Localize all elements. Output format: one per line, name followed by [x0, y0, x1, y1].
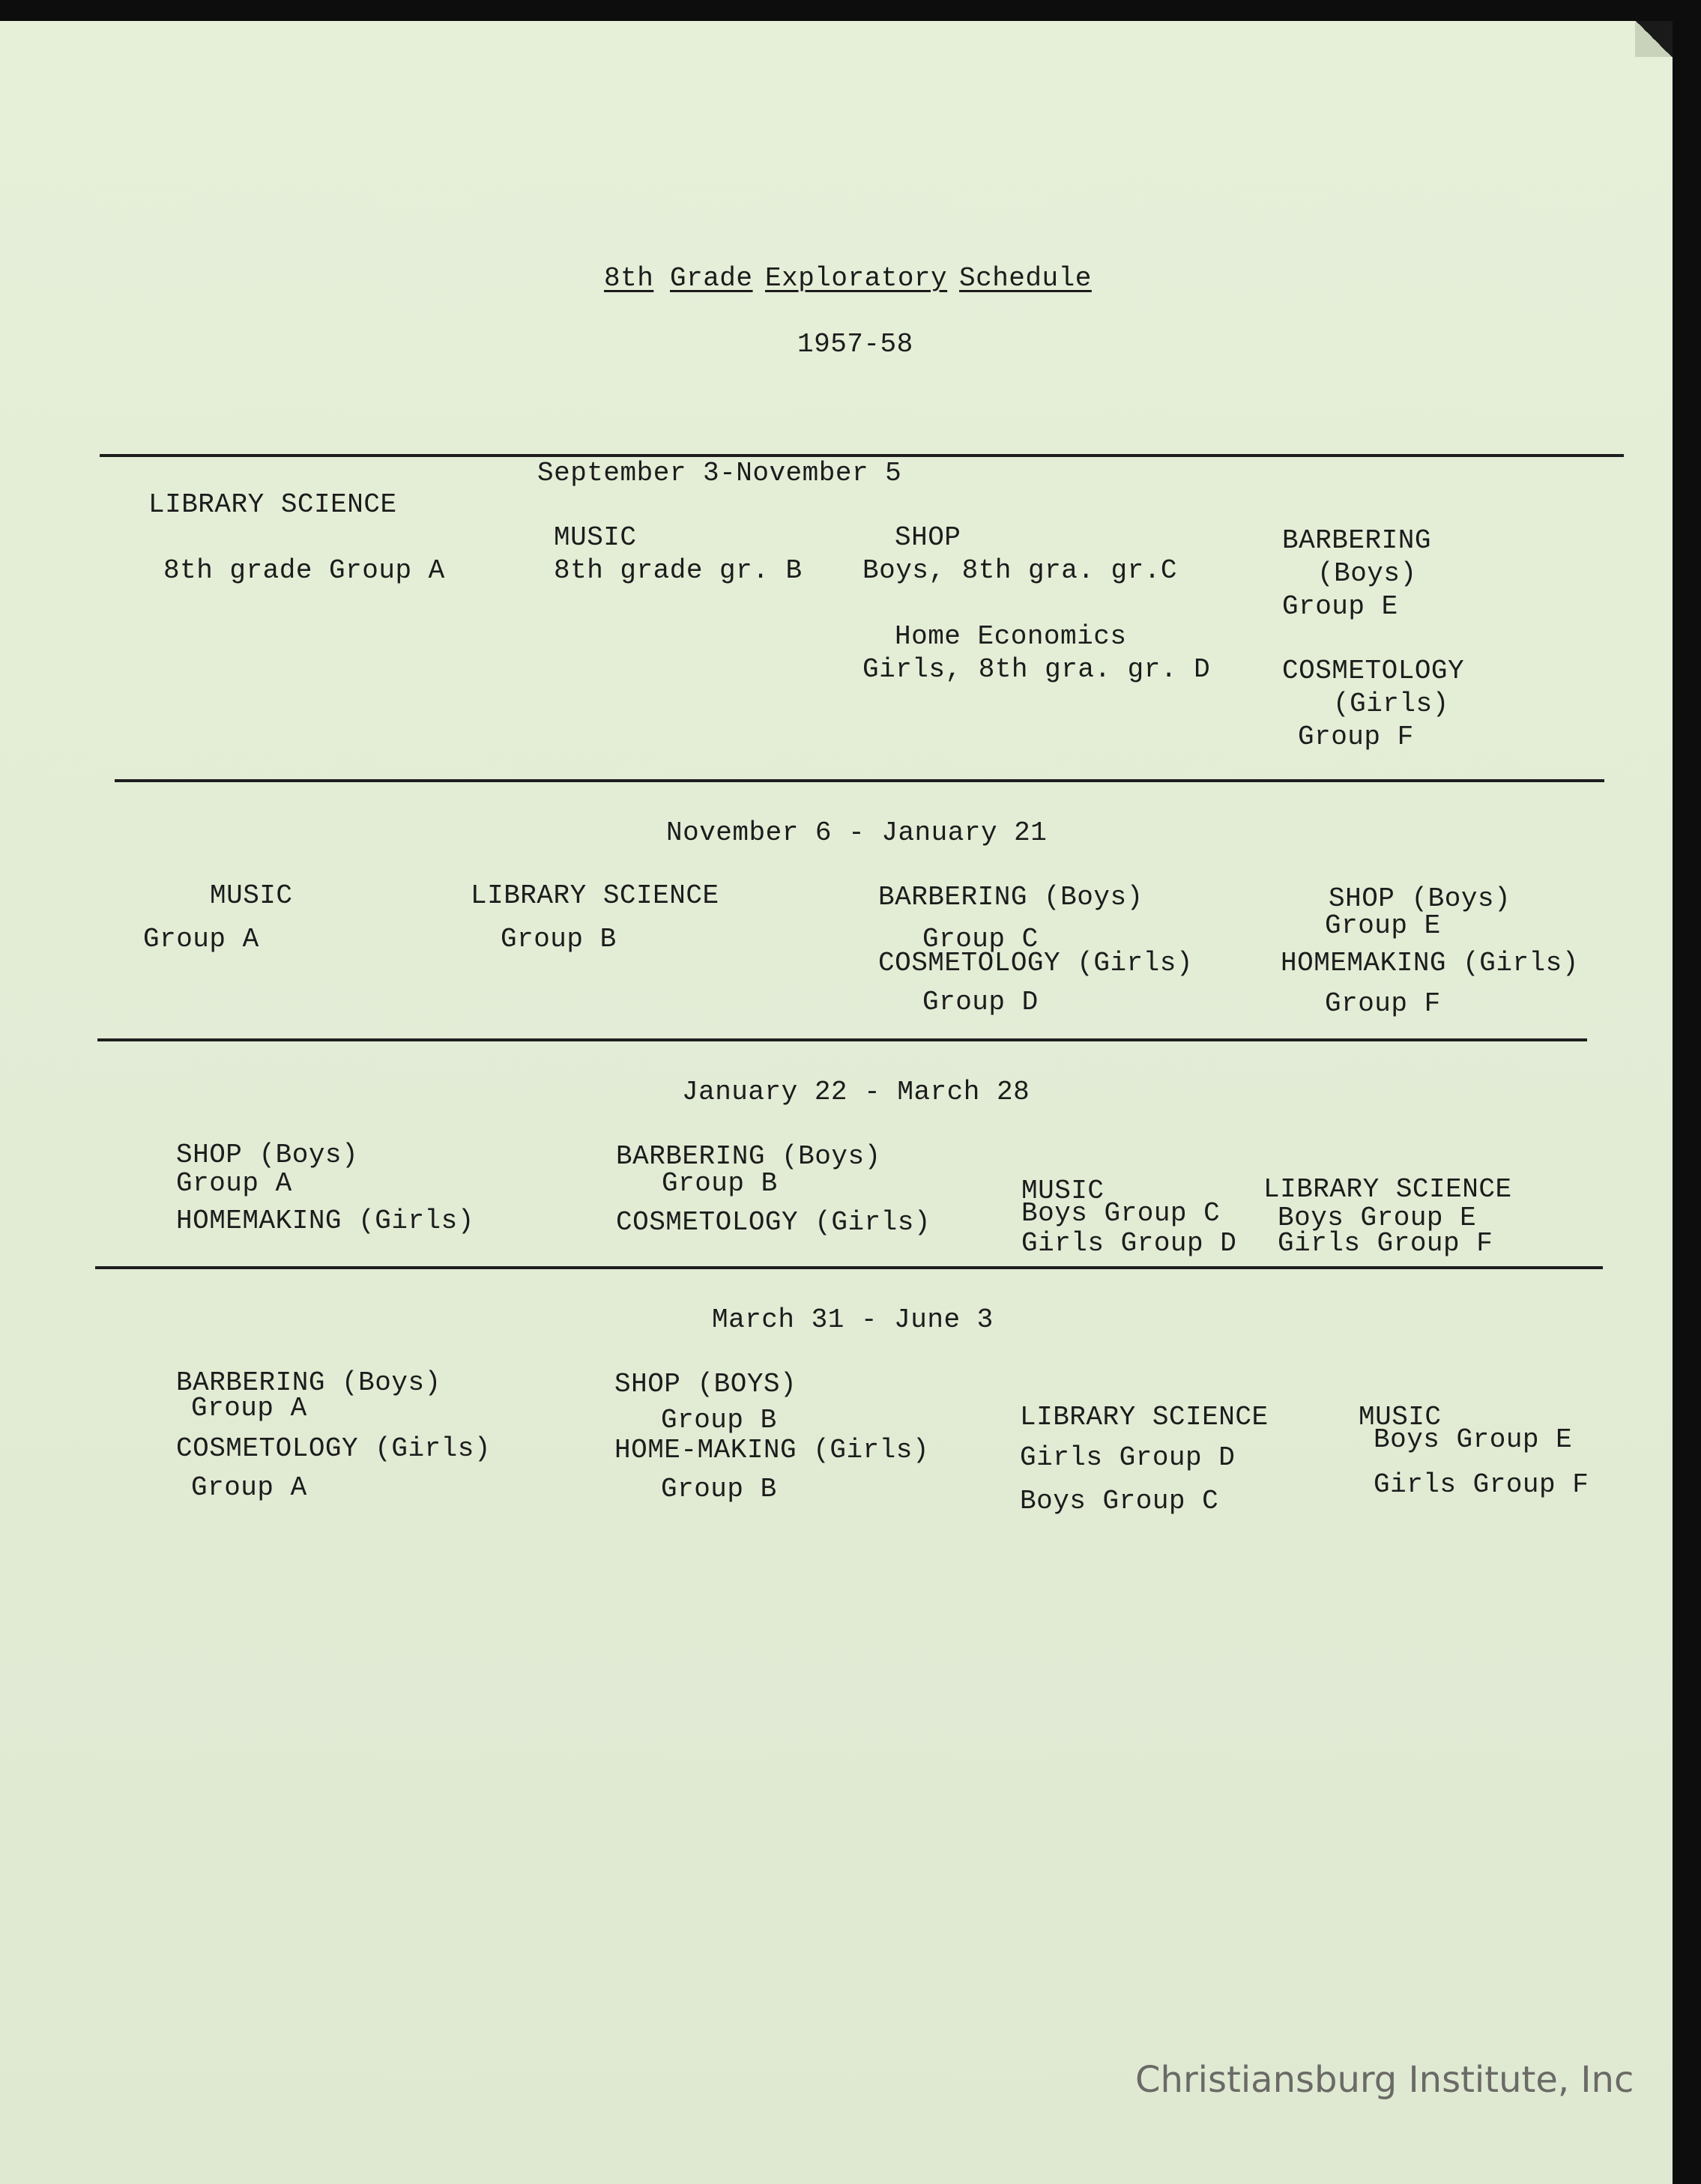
subject-note: (Girls)	[1333, 689, 1449, 719]
subject-label: MUSIC	[210, 880, 293, 911]
subject-note: (Boys)	[1317, 558, 1417, 589]
subject-label: BARBERING (Boys)	[176, 1367, 441, 1398]
divider-rule	[100, 454, 1624, 457]
group-label: Group A	[191, 1393, 307, 1424]
archive-watermark: Christiansburg Institute, Inc	[1135, 2059, 1634, 2101]
group-label: Girls Group F	[1374, 1469, 1589, 1500]
period-dates: November 6 - January 21	[666, 817, 1048, 848]
subject-label: HOME-MAKING (Girls)	[614, 1435, 929, 1465]
subject-label: COSMETOLOGY (Girls)	[616, 1207, 931, 1238]
group-label: Group B	[661, 1405, 777, 1436]
subject-label: LIBRARY SCIENCE	[1020, 1402, 1269, 1433]
group-label: Girls, 8th gra. gr. D	[862, 654, 1211, 685]
divider-rule	[115, 779, 1604, 782]
group-label: Group A	[143, 924, 259, 955]
group-label: 8th grade gr. B	[554, 555, 803, 586]
group-label: Group F	[1325, 988, 1441, 1019]
group-label: Group B	[662, 1168, 778, 1199]
group-label: Group E	[1325, 910, 1441, 941]
subject-label: COSMETOLOGY (Girls)	[176, 1433, 491, 1464]
subject-label: COSMETOLOGY	[1282, 656, 1465, 686]
subject-label: Home Economics	[895, 621, 1127, 652]
subject-label: SHOP (Boys)	[176, 1140, 359, 1170]
group-label: Group A	[191, 1472, 307, 1503]
title-word-8th: 8th	[604, 263, 654, 294]
subject-label: LIBRARY SCIENCE	[148, 489, 397, 520]
group-label: Boys Group E	[1374, 1424, 1573, 1455]
school-year: 1957-58	[797, 329, 913, 360]
group-label: Girls Group D	[1021, 1228, 1237, 1259]
subject-label: SHOP (BOYS)	[614, 1369, 797, 1400]
folded-corner	[1635, 21, 1673, 57]
group-label: Group C	[922, 924, 1039, 955]
subject-label: BARBERING	[1282, 525, 1431, 556]
group-label: Group B	[501, 924, 617, 955]
subject-label: HOMEMAKING (Girls)	[176, 1206, 474, 1236]
subject-label: MUSIC	[1021, 1176, 1105, 1206]
group-label: Group F	[1298, 722, 1414, 752]
subject-label: COSMETOLOGY (Girls)	[878, 948, 1193, 978]
period-dates: September 3-November 5	[537, 458, 902, 488]
subject-label: LIBRARY SCIENCE	[471, 880, 719, 911]
subject-label: MUSIC	[1359, 1402, 1442, 1433]
subject-label: BARBERING (Boys)	[878, 882, 1143, 913]
group-label: Boys, 8th gra. gr.C	[862, 555, 1177, 586]
title-word-grade: Grade	[670, 263, 753, 294]
divider-rule	[95, 1266, 1603, 1269]
group-label: Group B	[661, 1474, 777, 1504]
title-word-schedule: Schedule	[959, 263, 1092, 294]
group-label: Group E	[1282, 591, 1398, 622]
subject-label: MUSIC	[554, 522, 637, 553]
group-label: Girls Group F	[1278, 1228, 1493, 1259]
period-dates: March 31 - June 3	[712, 1304, 994, 1335]
subject-label: SHOP	[895, 522, 961, 553]
subject-label: SHOP (Boys)	[1329, 883, 1511, 914]
group-label: Girls Group D	[1020, 1442, 1236, 1473]
group-label: 8th grade Group A	[163, 555, 445, 586]
group-label: Group A	[176, 1168, 292, 1199]
subject-label: HOMEMAKING (Girls)	[1281, 948, 1579, 978]
group-label: Boys Group E	[1278, 1203, 1477, 1233]
title-word-exploratory: Exploratory	[765, 263, 948, 294]
divider-rule	[97, 1038, 1587, 1041]
subject-label: BARBERING (Boys)	[616, 1141, 881, 1172]
period-dates: January 22 - March 28	[682, 1077, 1030, 1107]
group-label: Boys Group C	[1021, 1198, 1221, 1229]
group-label: Group D	[922, 987, 1039, 1017]
group-label: Boys Group C	[1020, 1486, 1219, 1516]
subject-label: LIBRARY SCIENCE	[1263, 1174, 1512, 1205]
